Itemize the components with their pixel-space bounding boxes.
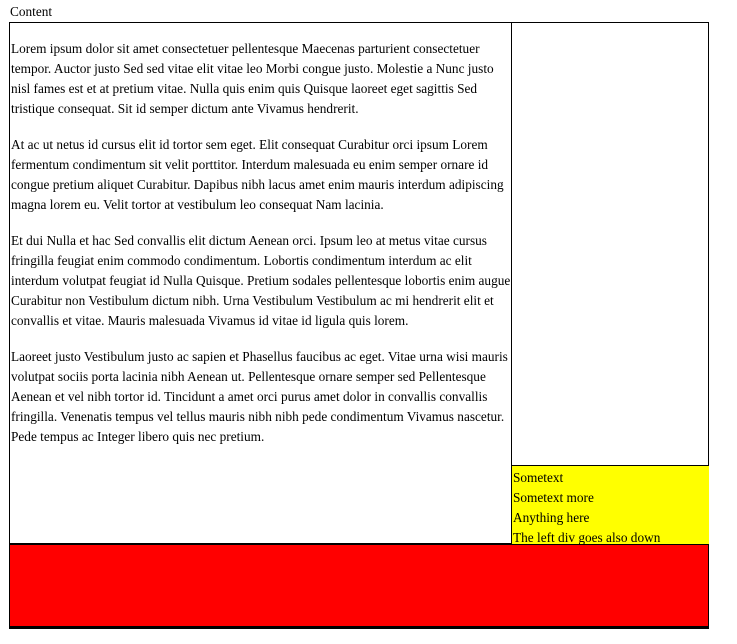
sidebar-box [512,465,709,544]
sidebar-line-4: The left div goes also down [513,530,661,544]
page-label: Content [10,4,53,19]
footer-bar [9,545,709,629]
content-paragraph-3: Et dui Nulla et hac Sed convallis elit dictum Aenean orci. Ipsum leo at metus vitae cursus fringilla feugiat enim commodo condimentum. Lobortis condimentum interdum ac elit interdum volutpat feugiat id Nulla Quisque. Pretium sodales pellentesque lobortis enim augue Curabitur non Vestibulum dictum nibh. Urna Vestibulum Vestibulum ac mi hendrerit elit et convallis et vitae. Mauris malesuada Vivamus id vitae id ligula quis lorem. [11,233,511,328]
layout-container [9,22,709,545]
main-content [10,23,512,544]
sidebar-line-1: Sometext [513,470,564,485]
sidebar-line-2: Sometext more [513,490,594,505]
sidebar-line-3: Anything here [513,510,590,525]
content-paragraph-4: Laoreet justo Vestibulum justo ac sapien et Phasellus faucibus ac eget. Vitae urna wisi mauris volutpat sociis porta lacinia nibh Aenean ut. Pellentesque ornare semper sed Pellentesque Aenean et vel nibh tortor id. Tincidunt a amet orci purus amet dolor in convallis convallis fringilla. Venenatis tempus vel tellus mauris nibh nibh pede condimentum Vivamus nascetur. Pede tempus ac Integer libero quis nec pretium. [11,349,508,444]
content-paragraph-1: Lorem ipsum dolor sit amet consectetuer pellentesque Maecenas parturient consectetuer tempor. Auctor justo Sed sed vitae elit vitae leo Morbi congue justo. Molestie a Nunc justo nisl fames est et at pretium vitae. Nulla quis enim quis Quisque laoreet eget sagittis Sed tristique consequat. Sit id semper dictum ante Vivamus hendrerit. [11,41,494,116]
content-paragraph-2: At ac ut netus id cursus elit id tortor sem eget. Elit consequat Curabitur orci ipsum Lorem fermentum condimentum sit velit porttitor. Interdum malesuada eu enim semper ornare id congue pretium aliquet Curabitur. Dapibus nibh lacus amet enim mauris interdum adipiscing magna lorem eu. Velit tortor at vestibulum leo consequat Nam lacinia. [11,137,504,212]
